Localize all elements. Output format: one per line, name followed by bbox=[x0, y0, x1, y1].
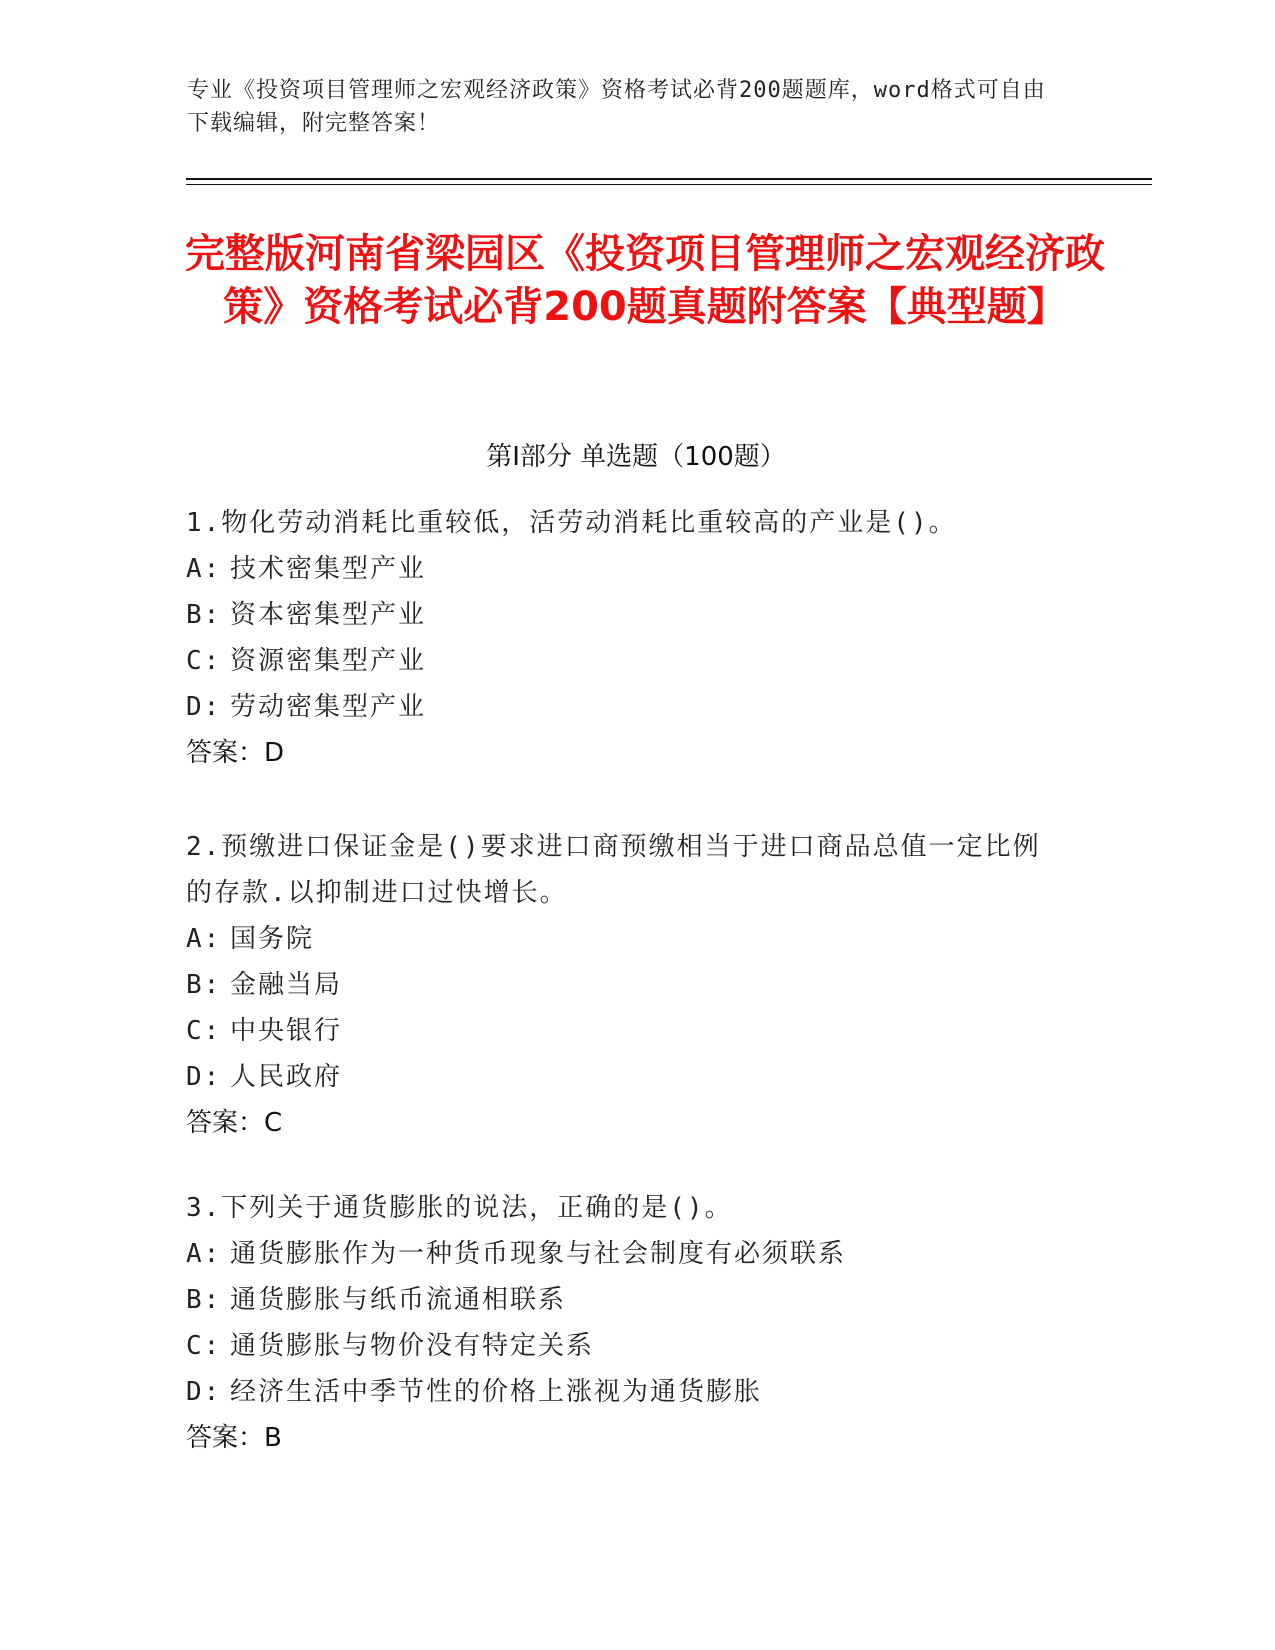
answer: 答案：D bbox=[186, 738, 285, 768]
option-d bbox=[186, 684, 1066, 730]
option-b bbox=[186, 592, 1066, 638]
option-letter: D: bbox=[186, 692, 222, 722]
question-stem: 3.下列关于通货膨胀的说法，正确的是()。 bbox=[186, 1193, 733, 1223]
option-letter: C: bbox=[186, 1331, 222, 1361]
option-text: 人民政府 bbox=[230, 1062, 343, 1092]
option-text: 资源密集型产业 bbox=[230, 646, 427, 676]
question-1 bbox=[186, 500, 1066, 776]
option-c bbox=[186, 1323, 1066, 1369]
option-text: 金融当局 bbox=[230, 970, 343, 1000]
section-title: 第Ⅰ部分 单选题（100题） bbox=[486, 442, 786, 472]
option-text: 技术密集型产业 bbox=[230, 554, 427, 584]
option-letter: D: bbox=[186, 1377, 222, 1407]
option-letter: B: bbox=[186, 1285, 222, 1315]
option-text: 资本密集型产业 bbox=[230, 600, 427, 630]
question-stem: 1.物化劳动消耗比重较低，活劳动消耗比重较高的产业是()。 bbox=[186, 508, 957, 538]
document-title: 完整版河南省梁园区《投资项目管理师之宏观经济政策》资格考试必背200题真题附答案【典型题】 bbox=[185, 231, 1105, 330]
option-letter: A: bbox=[186, 924, 222, 954]
option-letter: C: bbox=[186, 646, 222, 676]
option-a bbox=[186, 1231, 1066, 1277]
option-letter: C: bbox=[186, 1016, 222, 1046]
option-text: 中央银行 bbox=[230, 1016, 343, 1046]
option-b bbox=[186, 1277, 1066, 1323]
header-note: 专业《投资项目管理师之宏观经济政策》资格考试必背200题题库，word格式可自由下载编辑，附完整答案！ bbox=[187, 78, 1046, 136]
question-2 bbox=[186, 824, 1066, 1146]
option-letter: A: bbox=[186, 1239, 222, 1269]
question-3 bbox=[186, 1185, 1066, 1461]
option-text: 通货膨胀作为一种货币现象与社会制度有必须联系 bbox=[230, 1239, 847, 1269]
header-rule-thin bbox=[186, 184, 1152, 185]
option-text: 经济生活中季节性的价格上涨视为通货膨胀 bbox=[230, 1377, 763, 1407]
option-c bbox=[186, 1008, 1066, 1054]
option-letter: A: bbox=[186, 554, 222, 584]
option-b bbox=[186, 962, 1066, 1008]
option-d bbox=[186, 1054, 1066, 1100]
answer: 答案：B bbox=[186, 1423, 282, 1453]
option-letter: D: bbox=[186, 1062, 222, 1092]
header-rule-thick bbox=[186, 178, 1152, 180]
option-c bbox=[186, 638, 1066, 684]
option-text: 通货膨胀与物价没有特定关系 bbox=[230, 1331, 595, 1361]
option-a bbox=[186, 546, 1066, 592]
option-a bbox=[186, 916, 1066, 962]
option-letter: B: bbox=[186, 970, 222, 1000]
option-d bbox=[186, 1369, 1066, 1415]
option-letter: B: bbox=[186, 600, 222, 630]
answer: 答案：C bbox=[186, 1108, 283, 1138]
question-stem: 2.预缴进口保证金是()要求进口商预缴相当于进口商品总值一定比例的存款.以抑制进口过快增长。 bbox=[186, 832, 1041, 908]
option-text: 国务院 bbox=[230, 924, 315, 954]
option-text: 劳动密集型产业 bbox=[230, 692, 427, 722]
option-text: 通货膨胀与纸币流通相联系 bbox=[230, 1285, 567, 1315]
